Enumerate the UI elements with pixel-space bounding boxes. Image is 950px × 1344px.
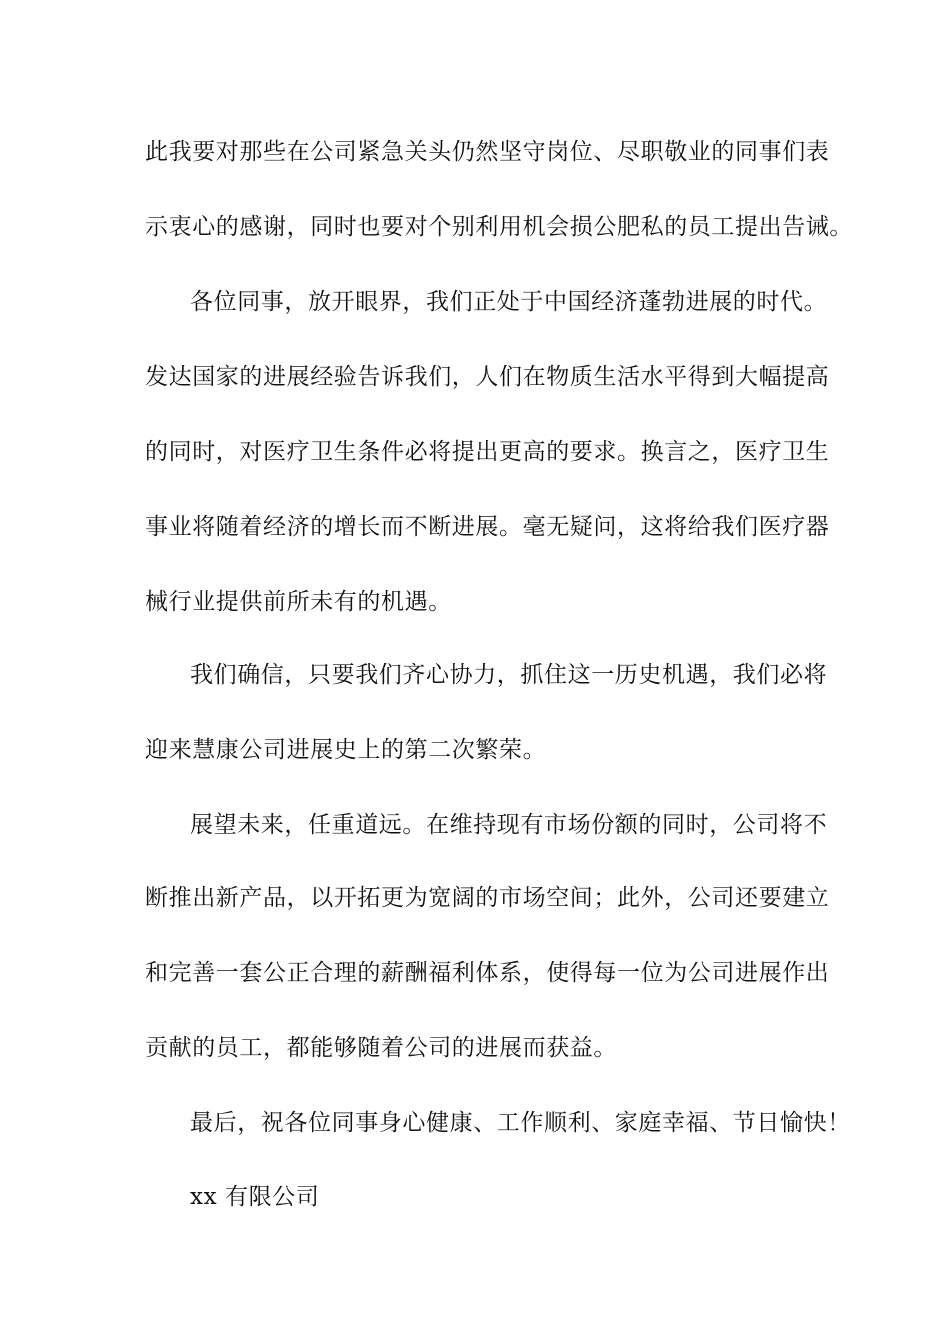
signature-line: xx 有限公司	[190, 1184, 320, 1210]
paragraph-line: 各位同事，放开眼界，我们正处于中国经济蓬勃进展的时代。	[190, 289, 828, 315]
paragraph-line: 示衷心的感谢，同时也要对个别利用机会损公肥私的员工提出告诫。	[145, 214, 853, 240]
paragraph-line: 迎来慧康公司进展史上的第二次繁荣。	[145, 737, 547, 763]
paragraph-line: 我们确信，只要我们齐心协力，抓住这一历史机遇，我们必将	[190, 662, 828, 688]
paragraph-line: 和完善一套公正合理的薪酬福利体系，使得每一位为公司进展作出	[145, 960, 830, 986]
paragraph-line: 事业将随着经济的增长而不断进展。毫无疑问，这将给我们医疗器	[145, 514, 830, 540]
paragraph-line: 械行业提供前所未有的机遇。	[145, 589, 452, 615]
paragraph-line: 的同时，对医疗卫生条件必将提出更高的要求。换言之，医疗卫生	[145, 439, 830, 465]
paragraph-line: 此我要对那些在公司紧急关头仍然坚守岗位、尽职敬业的同事们表	[145, 139, 830, 165]
paragraph-line: 最后，祝各位同事身心健康、工作顺利、家庭幸福、节日愉快！	[190, 1110, 851, 1136]
paragraph-line: 断推出新产品，以开拓更为宽阔的市场空间；此外，公司还要建立	[145, 885, 830, 911]
paragraph-line: 贡献的员工，都能够随着公司的进展而获益。	[145, 1035, 617, 1061]
paragraph-line: 展望未来，任重道远。在维持现有市场份额的同时，公司将不	[190, 812, 828, 838]
paragraph-line: 发达国家的进展经验告诉我们，人们在物质生活水平得到大幅提高	[145, 364, 830, 390]
